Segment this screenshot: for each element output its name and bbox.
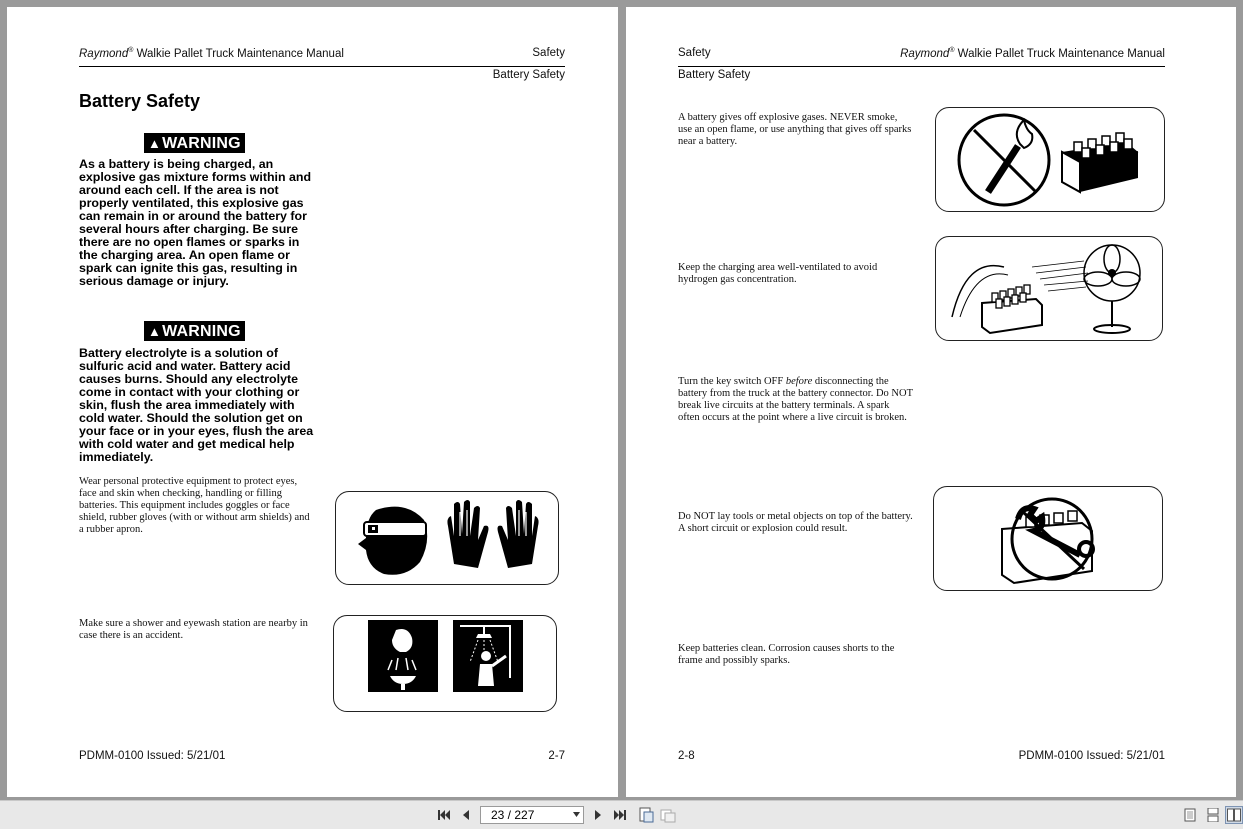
header-subsection: Battery Safety: [492, 69, 565, 81]
no-smoking-battery-icon: [936, 108, 1164, 211]
shower-eyewash-illustration: [333, 615, 557, 712]
page-indicator: 23 / 227: [491, 808, 535, 822]
single-page-view-icon[interactable]: [1182, 807, 1198, 823]
header-rule: [678, 66, 1165, 67]
left-page: [7, 7, 618, 797]
face-shield-gloves-icon: [336, 492, 558, 584]
no-tools-on-battery-icon: [934, 487, 1162, 590]
tools-text: Do NOT lay tools or metal objects on top of the battery. A short circuit or explosion could result.: [678, 511, 913, 534]
warning-text: As a battery is being charged, an explosive gas mixture forms within and around each cell. If the area is not properly ventilated, this explosive gas can remain in or around the battery for several hours after charging. Be sure there are no open flames or sparks in the charging area. An open flame or spark can ignite this gas, resulting in serious damage or injury.: [79, 157, 312, 288]
header-section: Safety: [532, 47, 565, 59]
key-switch-text: Turn the key switch OFF before disconnecting the battery from the truck at the battery connector. Do NOT break live circuits at the battery terminals. A spark often occurs at the point where a live circuit is broken.: [678, 376, 913, 423]
ventilate-text: Keep the charging area well-ventilated to avoid hydrogen gas concentration.: [678, 262, 878, 285]
shower-text: Make sure a shower and eyewash station are nearby in case there is an accident.: [79, 618, 308, 641]
fit-page-icon[interactable]: [638, 807, 654, 823]
header-rule: [79, 66, 565, 67]
next-page-icon[interactable]: [590, 807, 606, 823]
footer-doc-id: PDMM-0100 Issued: 5/21/01: [1018, 750, 1165, 762]
first-page-icon[interactable]: [436, 807, 452, 823]
header-manual-title: Raymond® Walkie Pallet Truck Maintenance Manual: [900, 47, 1165, 60]
no-flame-illustration: [935, 107, 1165, 212]
right-page: [626, 7, 1236, 797]
footer-doc-id: PDMM-0100 Issued: 5/21/01: [79, 750, 226, 762]
header-subsection: Battery Safety: [678, 69, 751, 81]
fan-battery-icon: [936, 237, 1162, 340]
pdf-viewer-toolbar: [0, 800, 1243, 829]
two-page-view-icon[interactable]: [1226, 807, 1242, 823]
eyewash-shower-icon: [334, 616, 556, 711]
chevron-down-icon[interactable]: [573, 812, 580, 817]
warning-triangle-icon: ▲: [148, 324, 162, 339]
ppe-illustration: [335, 491, 559, 585]
warning-text: Battery electrolyte is a solution of sulfuric acid and water. Battery acid causes burns. Should any electrolyte come in contact with your clothing or skin, flush the area immediately with cold water. Should the solution get on your face or in your eyes, flush the area with cold water and get medical help immediately.: [79, 346, 314, 464]
header-manual-title: Raymond® Walkie Pallet Truck Maintenance Manual: [79, 47, 344, 60]
ventilation-illustration: [935, 236, 1163, 341]
clean-text: Keep batteries clean. Corrosion causes shorts to the frame and possibly sparks.: [678, 643, 895, 666]
no-tools-illustration: [933, 486, 1163, 591]
footer-page-number: 2-8: [678, 750, 695, 762]
footer-page-number: 2-7: [548, 750, 565, 762]
gases-text: A battery gives off explosive gases. NEVER smoke, use an open flame, or use anything that gives off sparks near a battery.: [678, 112, 912, 147]
warning-badge: ▲WARNING: [144, 133, 245, 153]
ppe-text: Wear personal protective equipment to protect eyes, face and skin when checking, handling or filling batteries. This equipment includes goggles or face shield, rubber gloves (with or without arm shields) and a rubber apron.: [79, 476, 310, 535]
page-title: Battery Safety: [79, 91, 201, 111]
fit-width-icon[interactable]: [660, 807, 676, 823]
page-number-input[interactable]: [480, 806, 584, 824]
warning-triangle-icon: ▲: [148, 136, 162, 151]
header-section: Safety: [678, 47, 711, 59]
prev-page-icon[interactable]: [458, 807, 474, 823]
warning-badge: ▲WARNING: [144, 321, 245, 341]
continuous-view-icon[interactable]: [1205, 807, 1221, 823]
last-page-icon[interactable]: [612, 807, 628, 823]
